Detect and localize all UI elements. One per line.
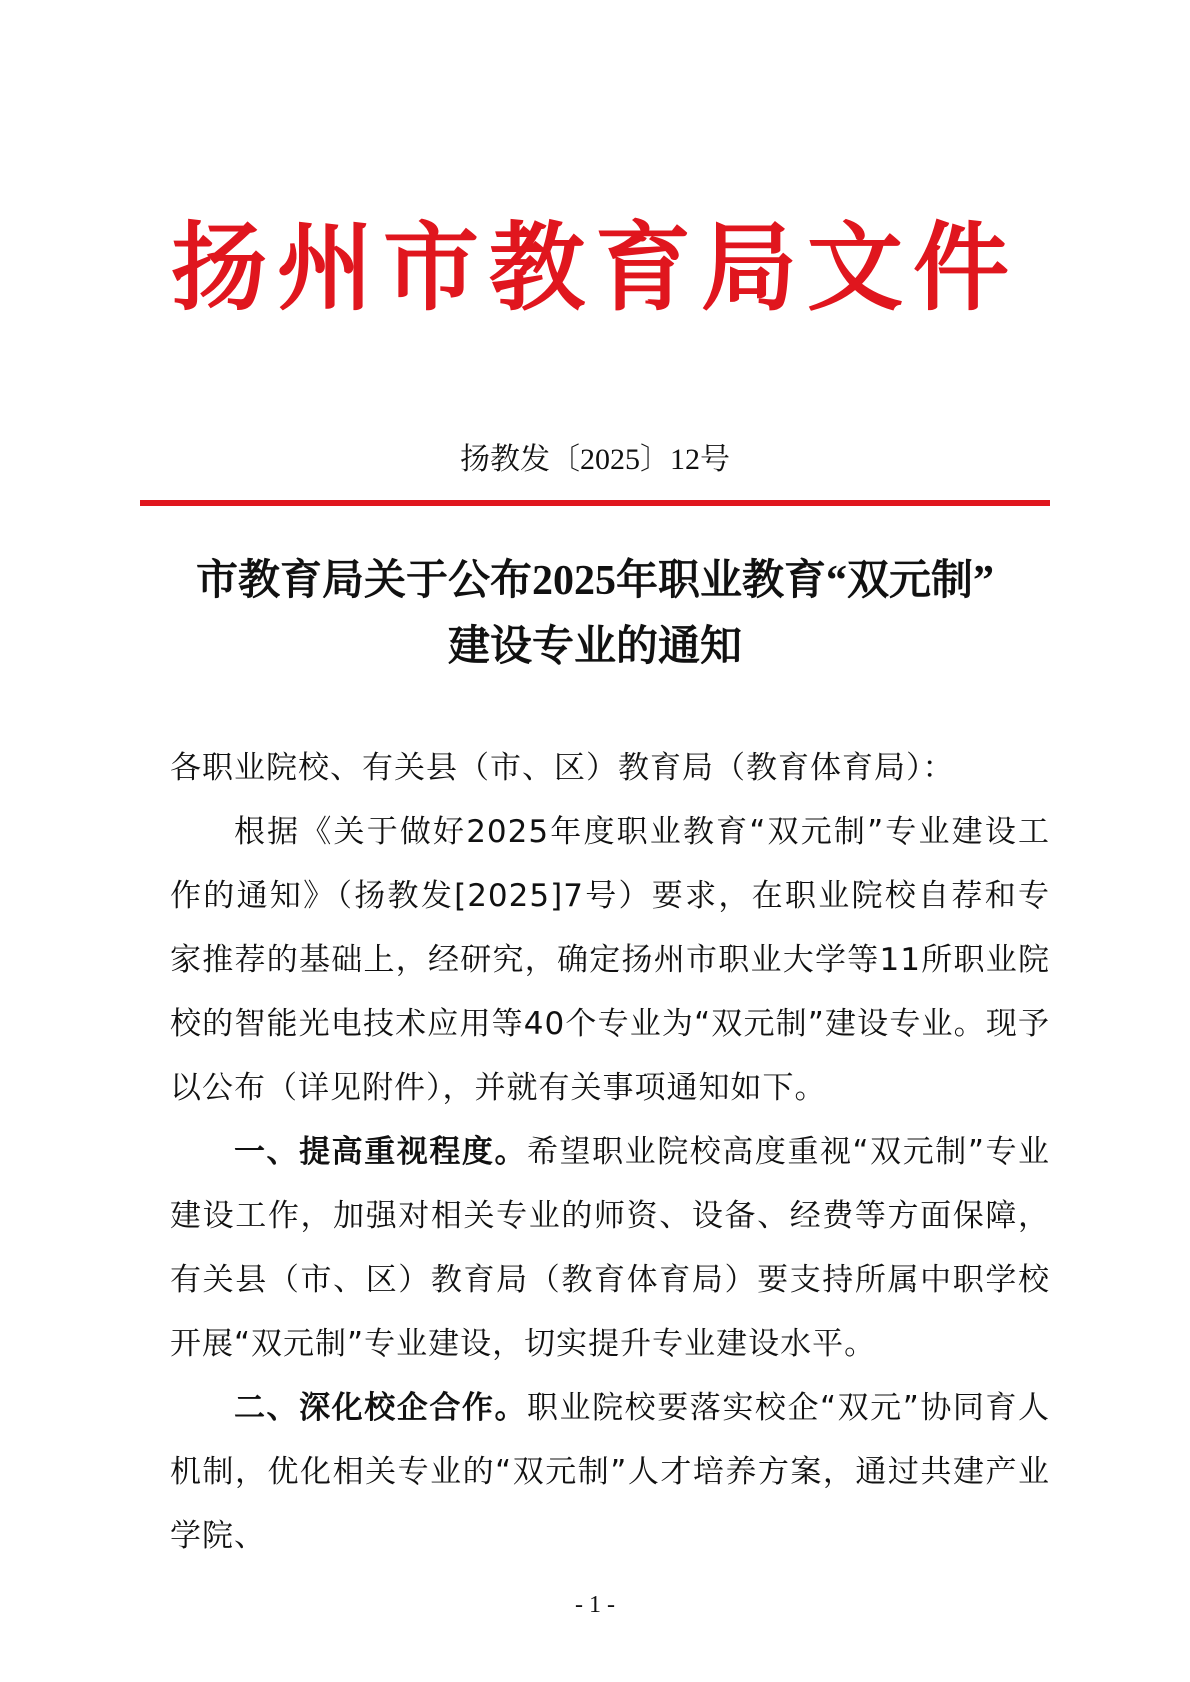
section-1-paragraph (170, 1120, 1050, 1376)
document-title (100, 548, 1090, 680)
document-title-line-1: 市教育局关于公布2025年职业教育“双元制” (195, 558, 994, 604)
red-divider-line (140, 500, 1050, 506)
issuing-authority-header: 扬州市教育局文件 (171, 211, 1019, 324)
document-number: 扬教发〔2025〕12号 (460, 443, 730, 476)
section-1-text: 希望职业院校高度重视“双元制”专业建设工作，加强对相关专业的师资、设备、经费等方面保障，有关县（市、区）教育局（教育体育局）要支持所属中职学校开展“双元制”专业建设，切实提升专业建设水平。 (170, 1134, 1050, 1362)
salutation: 各职业院校、有关县（市、区）教育局（教育体育局）： (170, 750, 955, 786)
section-2-text: 职业院校要落实校企“双元”协同育人机制，优化相关专业的“双元制”人才培养方案，通过共建产业学院、 (170, 1390, 1050, 1554)
section-2-paragraph (170, 1376, 1050, 1568)
intro-paragraph: 根据《关于做好2025年度职业教育“双元制”专业建设工作的通知》（扬教发[2025]7号）要求，在职业院校自荐和专家推荐的基础上，经研究，确定扬州市职业大学等11所职业院校的智能光电技术应用等40个专业为“双元制”建设专业。现予以公布（详见附件），并就有关事项通知如下。 (170, 814, 1050, 1106)
section-2-heading: 二、深化校企合作。 (234, 1390, 527, 1426)
page-number: - 1 - (575, 1592, 615, 1618)
document-body (170, 736, 1050, 1568)
document-title-line-2: 建设专业的通知 (447, 624, 742, 670)
section-1-heading: 一、提高重视程度。 (234, 1134, 527, 1170)
